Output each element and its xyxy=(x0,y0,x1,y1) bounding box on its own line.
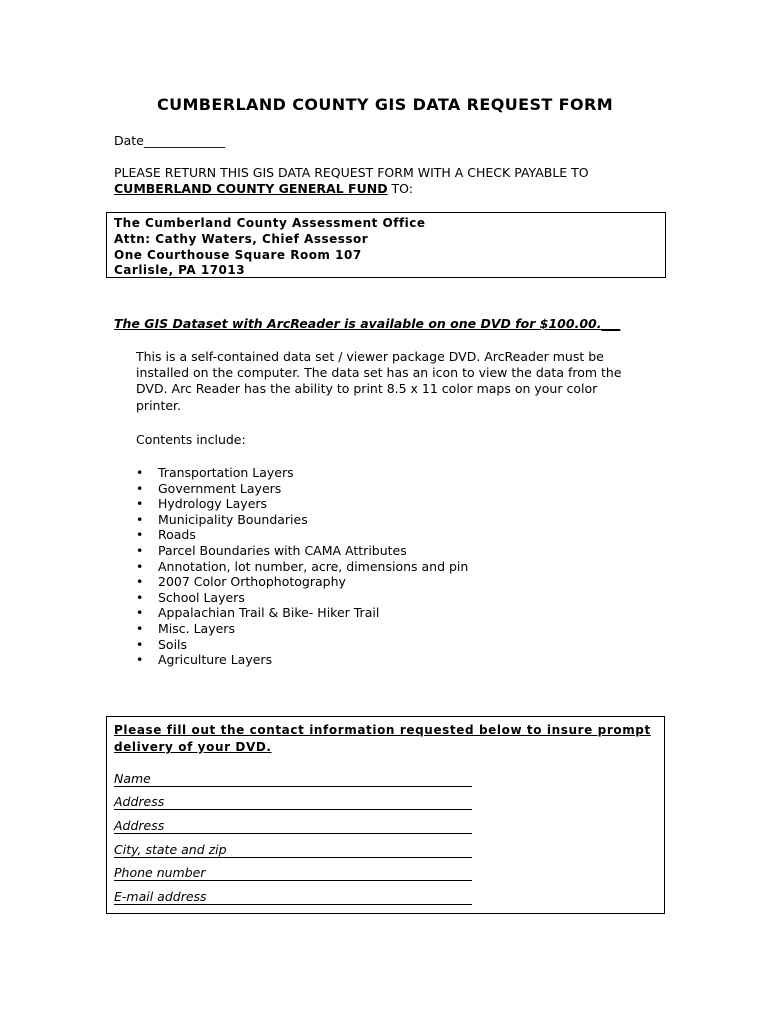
bullet-icon: • xyxy=(136,652,144,668)
list-item: • Soils xyxy=(136,636,188,652)
bullet-icon: • xyxy=(136,480,144,496)
list-item: • Misc. Layers xyxy=(136,620,235,636)
address-field-2[interactable]: Address xyxy=(114,818,472,834)
layers-list xyxy=(136,465,468,668)
name-field[interactable]: Name xyxy=(114,771,472,787)
list-item: • Appalachian Trail & Bike- Hiker Trail xyxy=(136,605,380,621)
list-item: • School Layers xyxy=(136,589,245,605)
list-item: • Parcel Boundaries with CAMA Attributes xyxy=(136,542,407,558)
list-item: • Government Layers xyxy=(136,480,282,496)
list-item: • Agriculture Layers xyxy=(136,652,273,668)
bullet-icon: • xyxy=(136,496,144,512)
bullet-icon: • xyxy=(136,465,144,480)
bullet-icon: • xyxy=(136,589,144,605)
product-description: This is a self-contained data set / viewer package DVD. ArcReader must be installed on the computer. The data set has an icon to view the data from the DVD. Arc Reader has the ability to print 8.5 x 11 color maps on your color printer. xyxy=(136,349,622,413)
bullet-icon: • xyxy=(136,542,144,558)
phone-number-field[interactable]: Phone number xyxy=(114,865,472,881)
mailing-address-box xyxy=(106,212,666,278)
page-title: CUMBERLAND COUNTY GIS DATA REQUEST FORM xyxy=(156,95,614,114)
return-instructions xyxy=(114,165,674,197)
return-to: TO: xyxy=(387,181,414,196)
address-line-3: One Courthouse Square Room 107 xyxy=(114,247,362,262)
return-payee-line xyxy=(114,181,674,197)
address-line-1: The Cumberland County Assessment Office xyxy=(114,216,426,230)
list-item: • Hydrology Layers xyxy=(136,496,268,512)
list-item: • 2007 Color Orthophotography xyxy=(136,574,346,590)
bullet-icon: • xyxy=(136,620,144,636)
payee-name: CUMBERLAND COUNTY GENERAL FUND xyxy=(114,181,388,196)
return-text: PLEASE RETURN THIS GIS DATA REQUEST FORM WITH A CHECK PAYABLE TO xyxy=(114,165,589,180)
address-line-4: Carlisle, PA 17013 xyxy=(114,263,246,278)
list-item: • Transportation Layers xyxy=(136,465,294,480)
contents-label: Contents include: xyxy=(136,432,246,447)
contact-heading: Please fill out the contact information requested below to insure prompt delivery of your DVD. xyxy=(114,723,651,754)
email-field[interactable]: E-mail address xyxy=(114,889,472,905)
bullet-icon: • xyxy=(136,558,144,574)
bullet-icon: • xyxy=(136,636,144,652)
city-state-zip-field[interactable]: City, state and zip xyxy=(114,842,472,858)
bullet-icon: • xyxy=(136,527,144,543)
address-field-1[interactable]: Address xyxy=(114,794,472,810)
bullet-icon: • xyxy=(136,511,144,527)
list-item: • Annotation, lot number, acre, dimensions and pin xyxy=(136,558,469,574)
list-item: • Municipality Boundaries xyxy=(136,511,308,527)
date-field[interactable]: Date_____________ xyxy=(114,133,226,148)
offer-heading: The GIS Dataset with ArcReader is available on one DVD for $100.00.___ xyxy=(114,316,621,331)
bullet-icon: • xyxy=(136,574,144,590)
bullet-icon: • xyxy=(136,605,144,621)
address-line-2: Attn: Cathy Waters, Chief Assessor xyxy=(114,231,369,246)
list-item: • Roads xyxy=(136,527,196,543)
